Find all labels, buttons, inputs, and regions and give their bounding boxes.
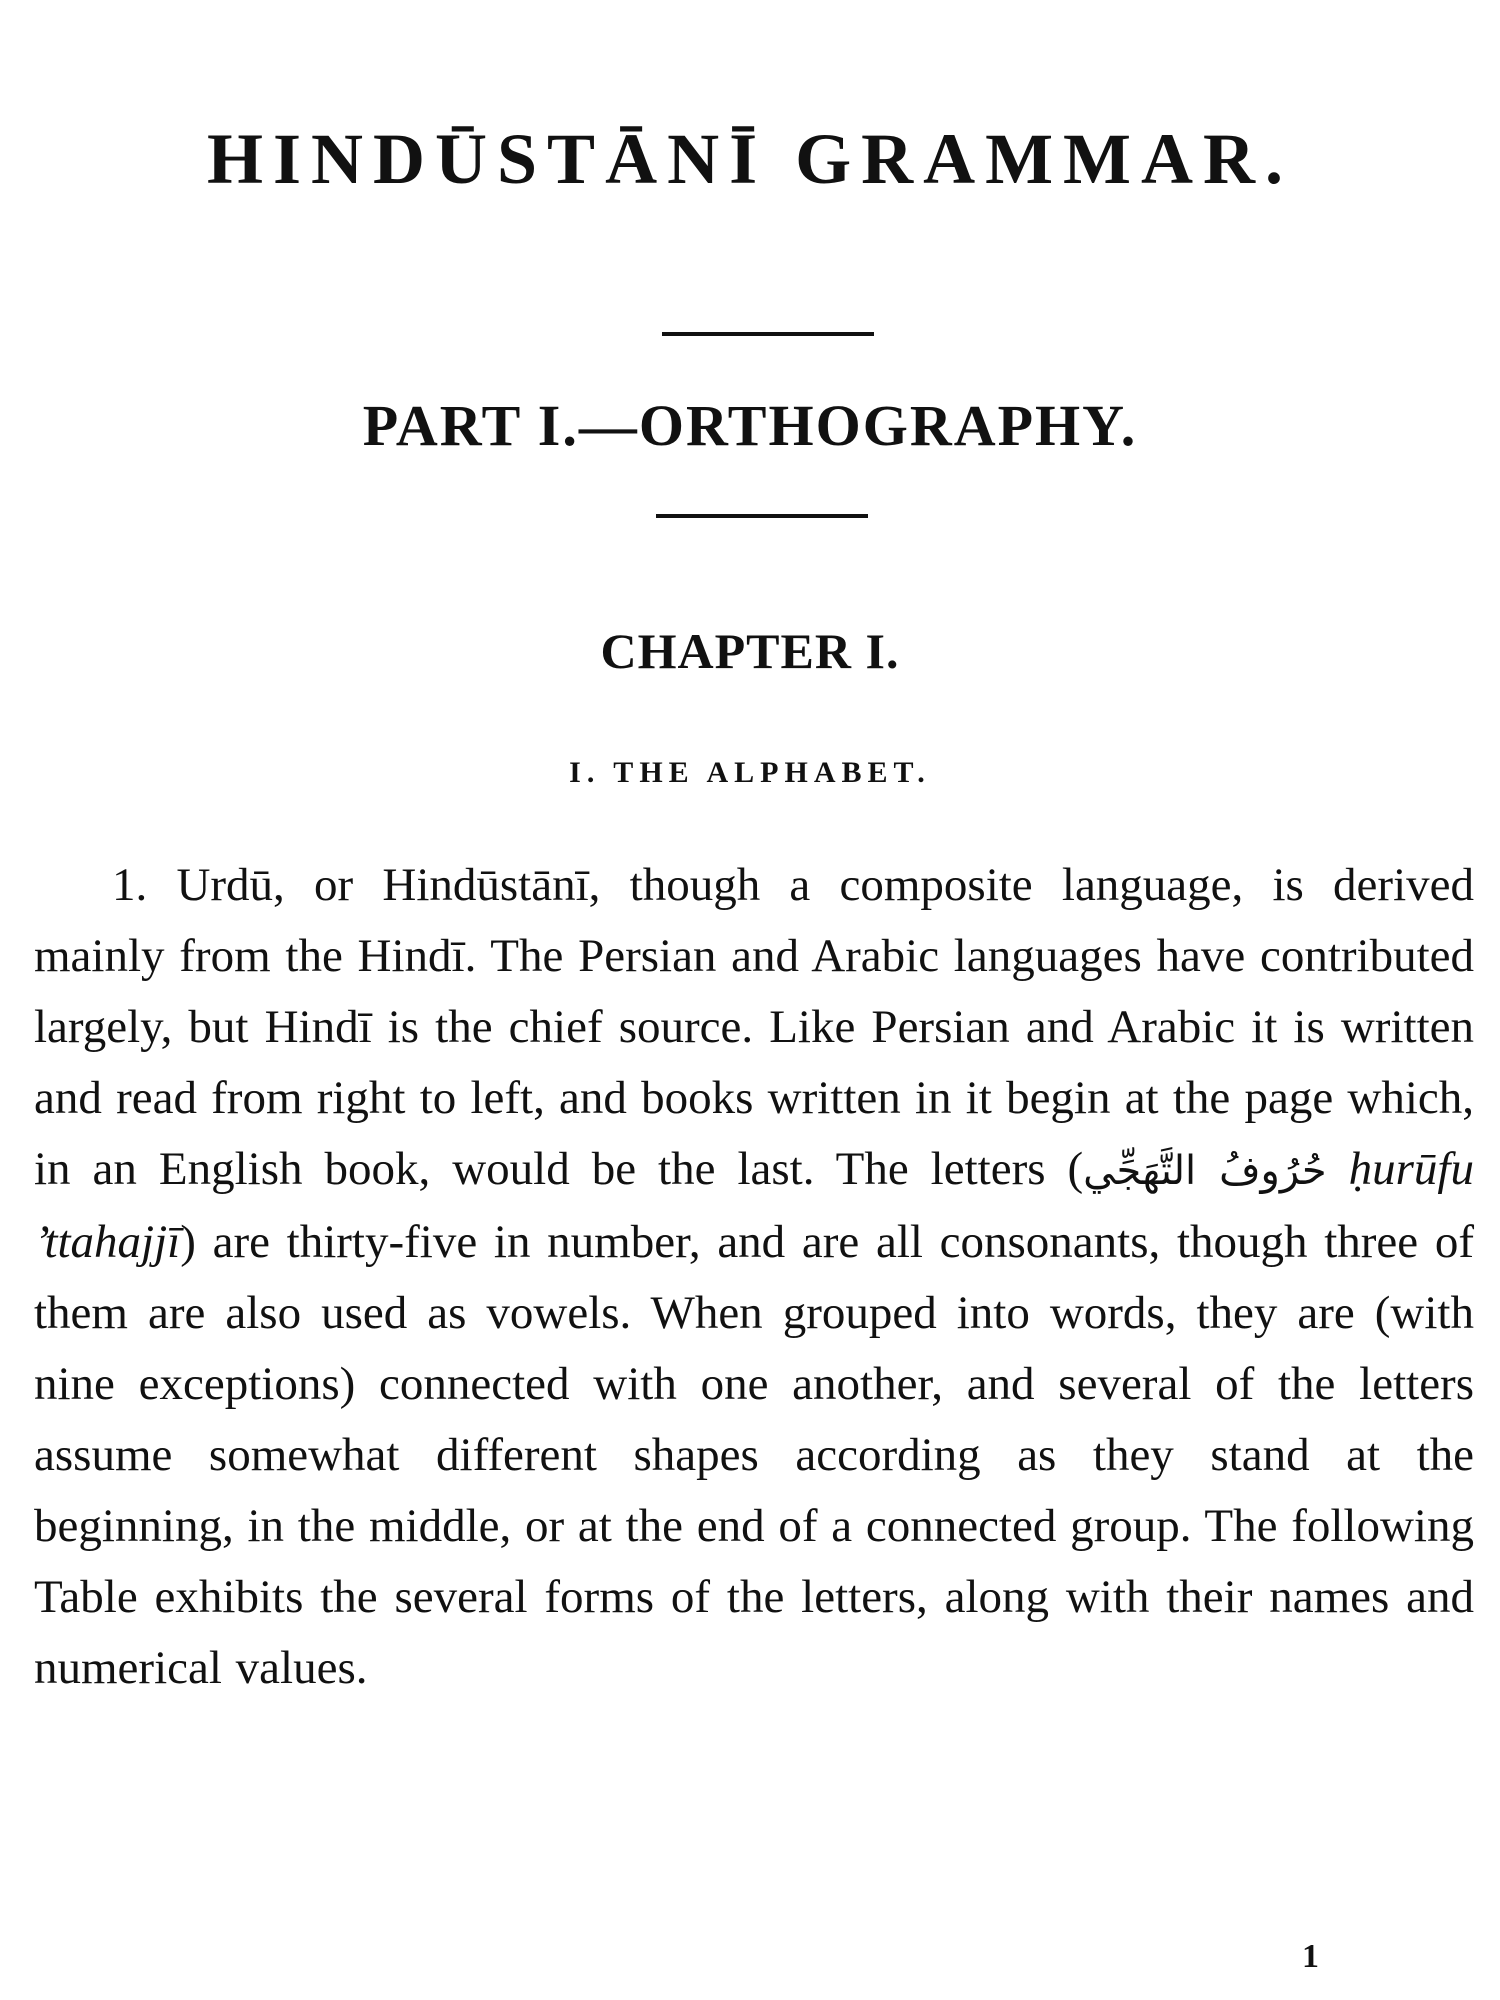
part-heading: PART I.—ORTHOGRAPHY. — [362, 393, 1138, 458]
page-number: 1 — [1302, 1938, 1319, 1975]
chapter-heading: CHAPTER I. — [600, 623, 900, 679]
section-heading: I. THE ALPHABET. — [569, 756, 931, 789]
paragraph-text-before-arabic: 1. Urdū, or Hindūstānī, though a composite language, is derived mainly from the Hindī. The Persian and Arabic languages have contributed largely, but Hindī is the chief source. Like Persian and Arabic it is written and read from right to left, and books written in it begin at the page which, in an English book, would be the last. The letters ( — [34, 859, 1474, 1195]
title-divider — [662, 332, 874, 336]
paragraph-text-after-arabic: ) are thirty-five in number, and are all consonants, though three of them are also used as vowels. When grouped into words, they are (with nine exceptions) connected with one another, and several of the letters assume somewhat different shapes according as they stand at the beginning, in the middle, or at the end of a connected group. The following Table exhibits the several forms of the letters, along with their names and numerical values. — [34, 1216, 1474, 1694]
alphabet-paragraph — [34, 850, 1474, 1704]
part-divider — [656, 514, 868, 518]
book-title: HINDŪSTĀNĪ GRAMMAR. — [207, 119, 1293, 199]
arabic-term: حُرُوفُ التَّهَجِّي — [1083, 1148, 1327, 1194]
transliteration: ḥurūfu ’ttahajjī — [34, 1143, 1474, 1268]
